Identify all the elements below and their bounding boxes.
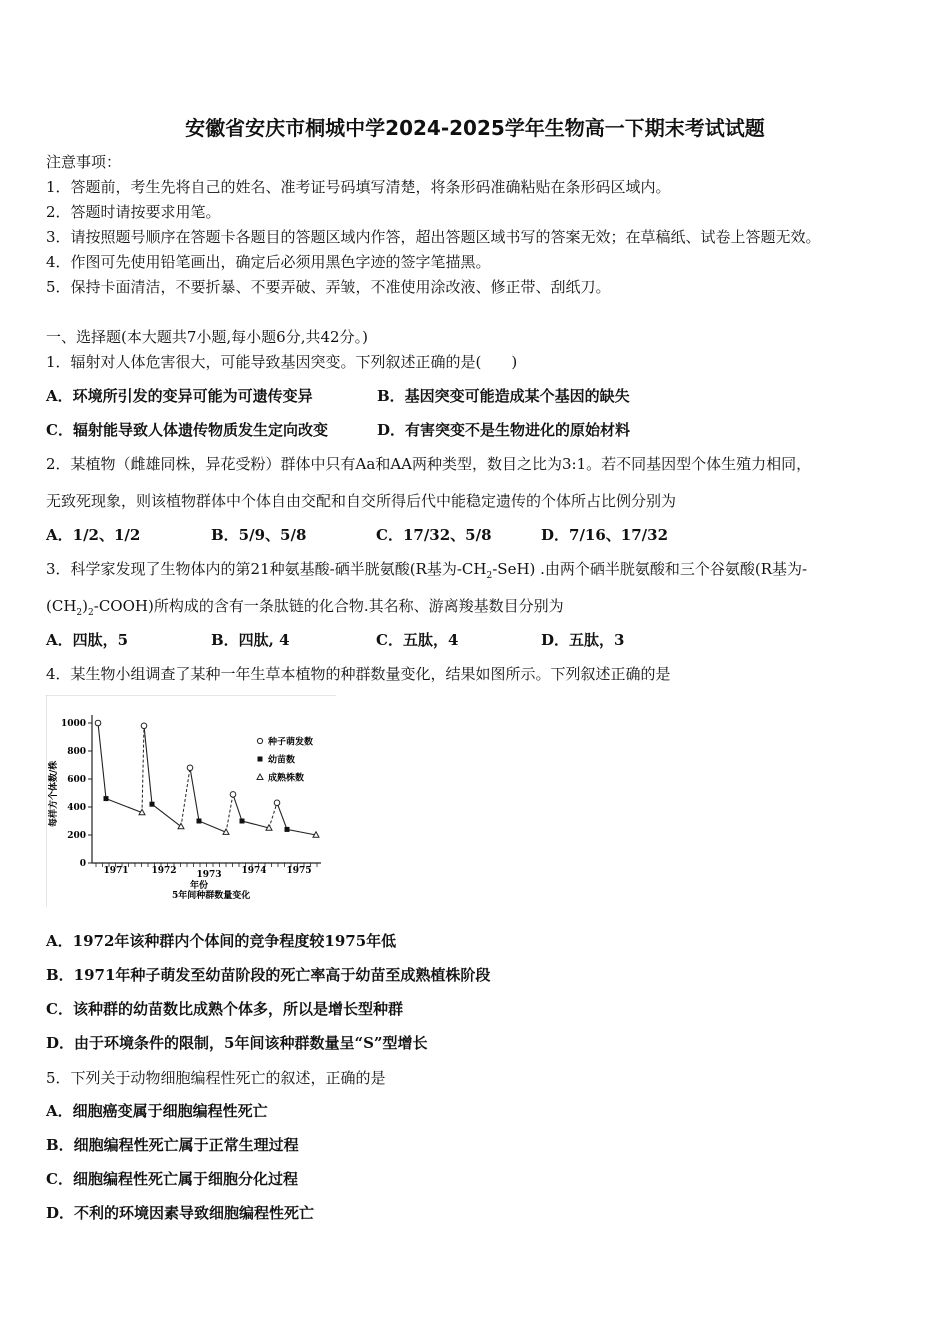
series-line-year — [277, 803, 316, 835]
seed-germination-point — [230, 792, 236, 798]
q4-stem: 4．某生物小组调查了某种一年生草本植物的种群数量变化，结果如图所示。下列叙述正确的是 — [46, 665, 671, 683]
series-dashed-link — [226, 794, 233, 832]
q3-option-d: D．五肽，3 — [541, 631, 625, 649]
seedling-point — [150, 802, 155, 807]
q5-option-c: C．细胞编程性死亡属于细胞分化过程 — [46, 1170, 298, 1188]
mature-plant-point — [178, 823, 184, 828]
seedling-point — [240, 819, 245, 824]
q5-option-a: A．细胞癌变属于细胞编程性死亡 — [46, 1102, 268, 1120]
q4-option-d: D．由于环境条件的限制，5年间该种群数量呈“S”型增长 — [46, 1034, 428, 1052]
q2-option-a: A．1/2、1/2 — [46, 526, 141, 544]
legend-seed-marker — [257, 738, 262, 743]
year-label: 1974 — [241, 866, 267, 876]
notice-item-3: 3．请按照题号顺序在答题卡各题目的答题区域内作答，超出答题区域书写的答案无效；在草稿纸、试卷上答题无效。 — [46, 228, 821, 246]
q5-option-d: D．不利的环境因素导致细胞编程性死亡 — [46, 1204, 315, 1222]
q3-stem-line1: 3．科学家发现了生物体内的第21种氨基酸-硒半胱氨酸(R基为$-CH_2-SeH$) .由两个硒半胱氨酸和三个谷氨酸(R基为- — [46, 560, 808, 581]
q3-option-a: A．四肽，5 — [46, 631, 129, 649]
section-heading: 一、选择题(本大题共7小题,每小题6分,共42分。) — [46, 328, 368, 346]
q3-option-c: C．五肽，4 — [376, 631, 459, 649]
y-axis-label: 每样方个体数/株 — [49, 760, 59, 827]
year-label: 1972 — [151, 866, 177, 876]
seed-germination-point — [141, 723, 147, 729]
seedling-point — [104, 796, 109, 801]
series-dashed-link — [181, 768, 190, 827]
year-label: 1975 — [286, 866, 312, 876]
notice-item-4: 4．作图可先使用铅笔画出，确定后必须用黑色字迹的签字笔描黑。 — [46, 253, 491, 271]
year-label: 1973 — [196, 870, 222, 880]
year-label: 1971 — [103, 866, 129, 876]
q2-option-d: D．7/16、17/32 — [541, 526, 669, 544]
legend-mature-marker — [257, 774, 263, 780]
notice-item-1: 1．答题前，考生先将自己的姓名、准考证号码填写清楚，将条形码准确粘贴在条形码区域内。 — [46, 178, 671, 196]
q4-option-a: A．1972年该种群内个体间的竞争程度较1975年低 — [46, 932, 397, 950]
y-tick-label: 200 — [67, 831, 86, 841]
y-tick-label: 1000 — [60, 719, 86, 729]
q2-stem-line2: 无致死现象，则该植物群体中个体自由交配和自交所得后代中能稳定遗传的个体所占比例分别为 — [46, 492, 677, 510]
series-dashed-link — [269, 803, 277, 828]
seed-germination-point — [95, 720, 101, 726]
y-tick-label: 600 — [67, 775, 86, 785]
population-chart — [46, 695, 336, 907]
seedling-point — [285, 827, 290, 832]
y-tick-label: 0 — [79, 859, 86, 869]
q1-option-a: A．环境所引发的变异可能为可遗传变异 — [46, 387, 313, 405]
notice-item-2: 2．答题时请按要求用笔。 — [46, 203, 221, 221]
q1-option-c: C．辐射能导致人体遗传物质发生定向改变 — [46, 421, 328, 439]
q2-stem-line1: 2．某植物（雌雄同株，异花受粉）群体中只有Aa和AA两种类型，数目之比为3:1。若不同基因型个体生殖力相同， — [46, 455, 812, 473]
legend-seedling-marker — [258, 757, 263, 762]
seedling-point — [197, 819, 202, 824]
legend-seed-label: 种子萌发数 — [268, 737, 314, 748]
q5-option-b: B．细胞编程性死亡属于正常生理过程 — [46, 1136, 299, 1154]
q4-option-c: C．该种群的幼苗数比成熟个体多，所以是增长型种群 — [46, 1000, 403, 1018]
page-title: 安徽省安庆市桐城中学2024-2025学年生物高一下期末考试试题 — [185, 116, 765, 140]
series-line-year — [190, 768, 226, 832]
series-line-year — [233, 794, 269, 828]
seed-germination-point — [274, 800, 280, 806]
q3-stem-line2: $(CH_2)_2-COOH$)所构成的含有一条肽链的化合物.其名称、游离羧基数目分别为 — [46, 597, 564, 618]
q4-option-b: B．1971年种子萌发至幼苗阶段的死亡率高于幼苗至成熟植株阶段 — [46, 966, 491, 984]
q1-option-d: D．有害突变不是生物进化的原始材料 — [377, 421, 631, 439]
legend-seedling-label: 幼苗数 — [268, 755, 296, 766]
notice-heading: 注意事项： — [46, 153, 122, 171]
y-tick-label: 400 — [67, 803, 86, 813]
q1-option-b: B．基因突变可能造成某个基因的缺失 — [377, 387, 630, 405]
q2-option-b: B．5/9、5/8 — [211, 526, 307, 544]
q5-stem: 5．下列关于动物细胞编程性死亡的叙述，正确的是 — [46, 1069, 386, 1087]
chart-caption: 5年间种群数量变化 — [172, 891, 251, 901]
q2-option-c: C．17/32、5/8 — [376, 526, 492, 544]
x-axis-label: 年份 — [189, 881, 209, 891]
y-tick-label: 800 — [67, 747, 86, 757]
seed-germination-point — [187, 765, 193, 771]
series-line-year — [144, 726, 181, 827]
notice-item-5: 5．保持卡面清洁，不要折暴、不要弄破、弄皱，不准使用涂改液、修正带、刮纸刀。 — [46, 278, 611, 296]
series-dashed-link — [142, 726, 144, 813]
legend-mature-label: 成熟株数 — [268, 773, 305, 784]
q1-stem: 1．辐射对人体危害很大，可能导致基因突变。下列叙述正确的是( ) — [46, 353, 518, 371]
q3-option-b: B．四肽, 4 — [211, 631, 290, 649]
